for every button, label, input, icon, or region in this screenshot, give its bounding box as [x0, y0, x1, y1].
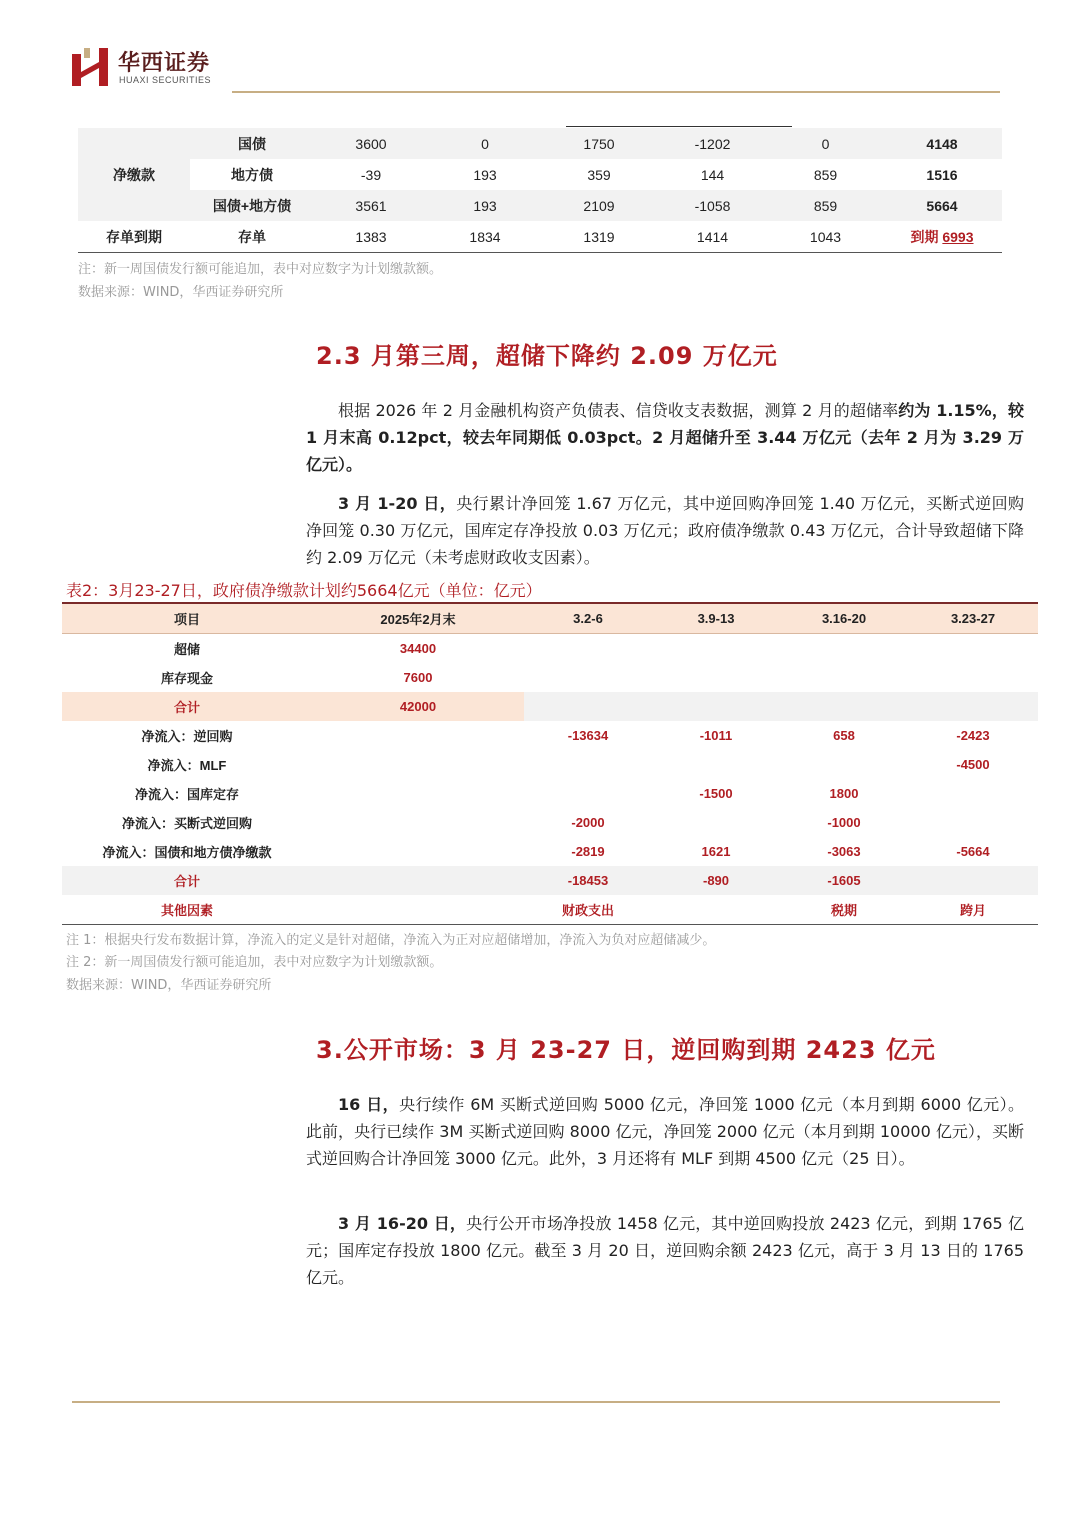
column-header: 3.9-13: [652, 603, 780, 634]
value-cell: 42000: [399, 699, 437, 714]
value-cell: 3600: [355, 135, 387, 152]
column-header: 项目: [62, 603, 312, 634]
value-cell: -5664: [956, 844, 990, 859]
huaxi-logo-icon: [72, 48, 108, 86]
table-row: [78, 159, 1002, 190]
value-cell: 3561: [355, 197, 387, 214]
value-cell: 859: [813, 166, 838, 183]
value-cell: -1500: [699, 786, 733, 801]
paragraph: [306, 397, 1024, 478]
paragraph-text: 根据 2026 年 2 月金融机构资产负债表、信贷收支表数据，测算 2 月的超储率: [338, 401, 899, 420]
total-cell: [882, 221, 1002, 253]
value-cell: -18453: [567, 873, 609, 888]
table-row: [62, 866, 1038, 895]
maturity-label: 到期: [910, 228, 939, 245]
table-row: [62, 634, 1038, 664]
paragraph-bold: 3 月 16-20 日，: [338, 1214, 467, 1233]
header-rule: [232, 91, 1000, 93]
table-row: [62, 692, 1038, 721]
table-row: [62, 750, 1038, 779]
column-header: 3.2-6: [524, 603, 652, 634]
value-cell: 1383: [355, 228, 387, 245]
value-cell: 1621: [701, 844, 731, 859]
value-cell: 193: [473, 197, 497, 214]
value-cell: -39: [360, 166, 382, 183]
column-header: 2025年2月末: [312, 603, 524, 634]
table-row: [62, 779, 1038, 808]
table2-caption: 表2：3月23-27日，政府债净缴款计划约5664亿元（单位：亿元）: [66, 581, 542, 600]
row-item: 库存现金: [160, 671, 213, 686]
row-item: 净流入：国债和地方债净缴款: [102, 845, 272, 860]
value-cell: 财政支出: [524, 895, 652, 925]
row-item: 净流入：国库定存: [134, 787, 239, 802]
group-cell: 存单到期: [106, 228, 162, 245]
table-header-row: [62, 603, 1038, 634]
value-cell: 359: [587, 166, 611, 183]
row-item: 国债: [238, 135, 266, 152]
total-cell: 5664: [926, 197, 958, 214]
value-cell: 2109: [583, 197, 615, 214]
value-cell: 1043: [809, 228, 842, 245]
table-row: [78, 221, 1002, 253]
row-item: 净流入：MLF: [147, 758, 227, 773]
table1-top-rule: [566, 126, 792, 127]
total-cell: 1516: [926, 166, 958, 183]
total-cell: 4148: [926, 135, 958, 152]
value-cell: 税期: [780, 895, 908, 925]
row-item: 国债+地方债: [212, 197, 292, 214]
table2-note-1: 注 1：根据央行发布数据计算，净流入的定义是针对超储，净流入为正对应超储增加，净流入为负对应超储减少。: [66, 933, 716, 948]
value-cell: 1750: [583, 135, 615, 152]
table-row: [62, 808, 1038, 837]
table-row: [62, 895, 1038, 925]
row-item: 存单: [238, 228, 266, 245]
value-cell: -4500: [956, 757, 990, 772]
value-cell: 859: [813, 197, 838, 214]
paragraph: [306, 1091, 1024, 1172]
table2-note-2: 注 2：新一周国债发行额可能追加，表中对应数字为计划缴款额。: [66, 955, 443, 970]
row-item: 净流入：逆回购: [141, 729, 233, 744]
value-cell: -2000: [571, 815, 605, 830]
value-cell: 跨月: [908, 895, 1038, 925]
value-cell: -1058: [694, 197, 731, 214]
group-cell: 净缴款: [113, 166, 155, 183]
table-row: [62, 837, 1038, 866]
paragraph: [306, 490, 1024, 571]
value-cell: -1011: [699, 728, 733, 743]
value-cell: 0: [481, 135, 489, 152]
paragraph-text: 央行累计净回笼 1.67 万亿元，其中逆回购净回笼 1.40 万亿元，买断式逆回购净回笼 0.30 万亿元，国库定存净投放 0.03 万亿元；政府债净缴款 0.43 万亿元，合计导致超储下降约 2.09 万亿元（未考虑财政收支因素）。: [306, 494, 1024, 567]
value-cell: -13634: [567, 728, 609, 743]
row-item: 合计: [173, 700, 200, 715]
value-cell: 658: [833, 728, 855, 743]
table1-note: 注：新一周国债发行额可能追加，表中对应数字为计划缴款额。: [78, 262, 443, 277]
row-item: 合计: [173, 874, 200, 889]
table-row: [62, 721, 1038, 750]
table-row: [78, 128, 1002, 159]
row-item: 超储: [173, 642, 200, 657]
value-cell: 1800: [829, 786, 859, 801]
paragraph: [306, 1210, 1024, 1291]
value-cell: -2423: [956, 728, 990, 743]
value-cell: -1202: [694, 135, 731, 152]
value-cell: 144: [700, 166, 725, 183]
table-row: [62, 663, 1038, 692]
row-item: 地方债: [231, 166, 273, 183]
paragraph-bold: 3 月 1-20 日，: [338, 494, 457, 513]
value-cell: 1414: [696, 228, 729, 245]
column-header: 3.23-27: [908, 603, 1038, 634]
row-item: 其他因素: [62, 895, 312, 925]
column-header: 3.16-20: [780, 603, 908, 634]
row-item: 净流入：买断式逆回购: [121, 816, 252, 831]
reserve-table: [62, 602, 1038, 925]
brand-name-en: HUAXI SECURITIES: [119, 75, 212, 85]
value-cell: 1319: [583, 228, 615, 245]
table1-source: 数据来源：WIND，华西证券研究所: [78, 285, 284, 300]
value-cell: 193: [473, 166, 497, 183]
section-heading: 3.公开市场：3 月 23-27 日，逆回购到期 2423 亿元: [316, 1036, 936, 1064]
value-cell: 34400: [399, 641, 437, 656]
footer-rule: [72, 1401, 1000, 1403]
maturity-total: 6993: [942, 228, 974, 245]
section-heading: 2.3 月第三周，超储下降约 2.09 万亿元: [316, 342, 778, 370]
value-cell: 7600: [403, 670, 433, 685]
table-row: [78, 190, 1002, 221]
value-cell: -2819: [571, 844, 605, 859]
value-cell: -1605: [827, 873, 861, 888]
paragraph-text: 央行续作 6M 买断式逆回购 5000 亿元，净回笼 1000 亿元（本月到期 6000 亿元）。此前，央行已续作 3M 买断式逆回购 8000 亿元，净回笼 2000 亿元（本月到期 10000 亿元），买断式逆回购合计净回笼 3000 亿元。此外，3 月还将有 MLF 到期 4500 亿元（25 日）。: [306, 1095, 1024, 1168]
value-cell: -890: [702, 873, 730, 888]
value-cell: 1834: [469, 228, 501, 245]
paragraph-bold: 16 日，: [338, 1095, 400, 1114]
paragraph-text: 央行公开市场净投放 1458 亿元，其中逆回购投放 2423 亿元，到期 1765 亿元；国库定存投放 1800 亿元。截至 3 月 20 日，逆回购余额 2423 亿元，高于 3 月 13 日的 1765 亿元。: [306, 1214, 1024, 1287]
table2-source: 数据来源：WIND，华西证券研究所: [66, 978, 272, 993]
value-cell: 0: [821, 135, 830, 152]
value-cell: -1000: [827, 815, 861, 830]
payment-table: [78, 128, 1002, 253]
brand-name-cn: 华西证券: [118, 50, 211, 76]
paragraph-bold: 约为 1.15%，较 1 月末高 0.12pct，较去年同期低 0.03pct。2 月超储升至 3.44 万亿元（去年 2 月为 3.29 万亿元）。: [306, 401, 1024, 474]
value-cell: -3063: [827, 844, 861, 859]
